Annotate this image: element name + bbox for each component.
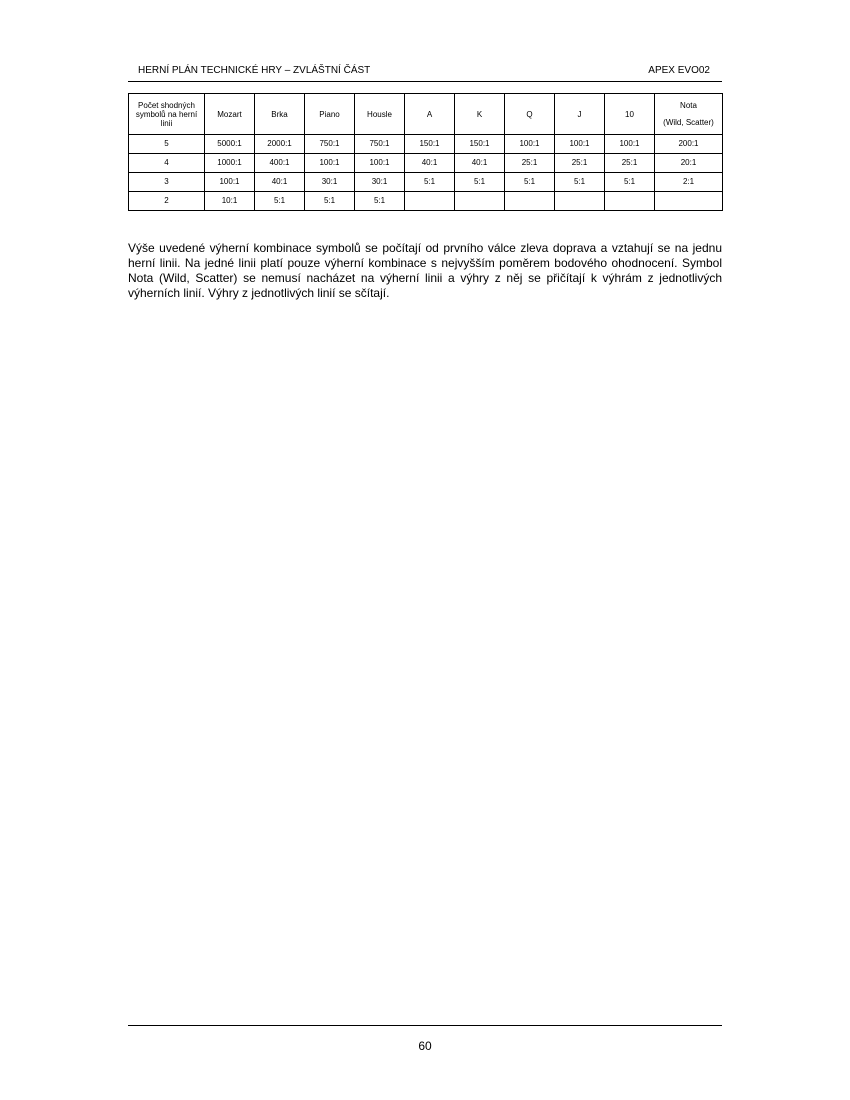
header-cell-symbol: K — [455, 94, 505, 135]
table-cell: 5000:1 — [205, 135, 255, 154]
table-cell: 100:1 — [505, 135, 555, 154]
table-cell: 400:1 — [255, 154, 305, 173]
table-cell: 3 — [129, 173, 205, 192]
header-cell-nota — [655, 94, 723, 135]
header-cell-symbol: Q — [505, 94, 555, 135]
table-cell: 150:1 — [405, 135, 455, 154]
table-cell: 25:1 — [505, 154, 555, 173]
nota-sublabel: (Wild, Scatter) — [663, 118, 714, 127]
table-cell: 5:1 — [505, 173, 555, 192]
table-cell: 750:1 — [305, 135, 355, 154]
header-cell-symbol: J — [555, 94, 605, 135]
table-cell: 30:1 — [355, 173, 405, 192]
table-cell: 4 — [129, 154, 205, 173]
header-title: HERNÍ PLÁN TECHNICKÉ HRY – ZVLÁŠTNÍ ČÁST — [138, 65, 371, 76]
table-row — [129, 192, 723, 211]
table-cell: 5:1 — [355, 192, 405, 211]
table-cell: 20:1 — [655, 154, 723, 173]
table-cell: 2000:1 — [255, 135, 305, 154]
table-row — [129, 135, 723, 154]
table-cell: 100:1 — [205, 173, 255, 192]
table-row — [129, 173, 723, 192]
table-cell: 100:1 — [355, 154, 405, 173]
table-cell: 40:1 — [255, 173, 305, 192]
table-cell — [505, 192, 555, 211]
header-cell-symbol: 10 — [605, 94, 655, 135]
table-cell: 100:1 — [305, 154, 355, 173]
table-cell: 40:1 — [455, 154, 505, 173]
header-cell-symbol: Piano — [305, 94, 355, 135]
table-cell: 150:1 — [455, 135, 505, 154]
table-cell: 25:1 — [605, 154, 655, 173]
header-cell-symbol: Brka — [255, 94, 305, 135]
table-cell: 5:1 — [605, 173, 655, 192]
table-cell: 100:1 — [605, 135, 655, 154]
table-cell: 2 — [129, 192, 205, 211]
table-cell: 2:1 — [655, 173, 723, 192]
table-cell: 5:1 — [555, 173, 605, 192]
table-cell: 5:1 — [405, 173, 455, 192]
table-cell: 1000:1 — [205, 154, 255, 173]
table-cell — [655, 192, 723, 211]
table-cell: 750:1 — [355, 135, 405, 154]
paytable — [128, 93, 723, 211]
header-cell-symbol: A — [405, 94, 455, 135]
header-cell-symbol: Housle — [355, 94, 405, 135]
table-cell: 25:1 — [555, 154, 605, 173]
page-number: 60 — [418, 1039, 432, 1053]
table-cell: 40:1 — [405, 154, 455, 173]
table-cell — [555, 192, 605, 211]
footer-divider — [128, 1025, 722, 1026]
table-cell — [455, 192, 505, 211]
paytable-header-row — [129, 94, 723, 135]
table-cell: 30:1 — [305, 173, 355, 192]
nota-label: Nota — [680, 101, 697, 110]
table-cell: 5 — [129, 135, 205, 154]
header-cell-symbol: Mozart — [205, 94, 255, 135]
table-cell: 10:1 — [205, 192, 255, 211]
header-cell-match-count: Počet shodných symbolů na herní linii — [129, 94, 205, 135]
table-cell: 5:1 — [255, 192, 305, 211]
table-cell — [605, 192, 655, 211]
table-cell: 5:1 — [455, 173, 505, 192]
table-cell — [405, 192, 455, 211]
table-cell: 5:1 — [305, 192, 355, 211]
table-row — [129, 154, 723, 173]
table-cell: 100:1 — [555, 135, 605, 154]
header-code: APEX EVO02 — [648, 65, 710, 76]
page-header — [128, 63, 722, 82]
table-cell: 200:1 — [655, 135, 723, 154]
rules-paragraph: Výše uvedené výherní kombinace symbolů se počítají od prvního válce zleva doprava a vztahují se na jednu herní linii. Na jedné linii platí pouze výherní kombinace s nejvyšším poměrem bodového ohodnocení. Symbol Nota (Wild, Scatter) se nemusí nacházet na výherní linii a výhry z něj se přičítají k výhrám z jednotlivých výherních linií. Výhry z jednotlivých linií se sčítají. — [128, 241, 722, 300]
